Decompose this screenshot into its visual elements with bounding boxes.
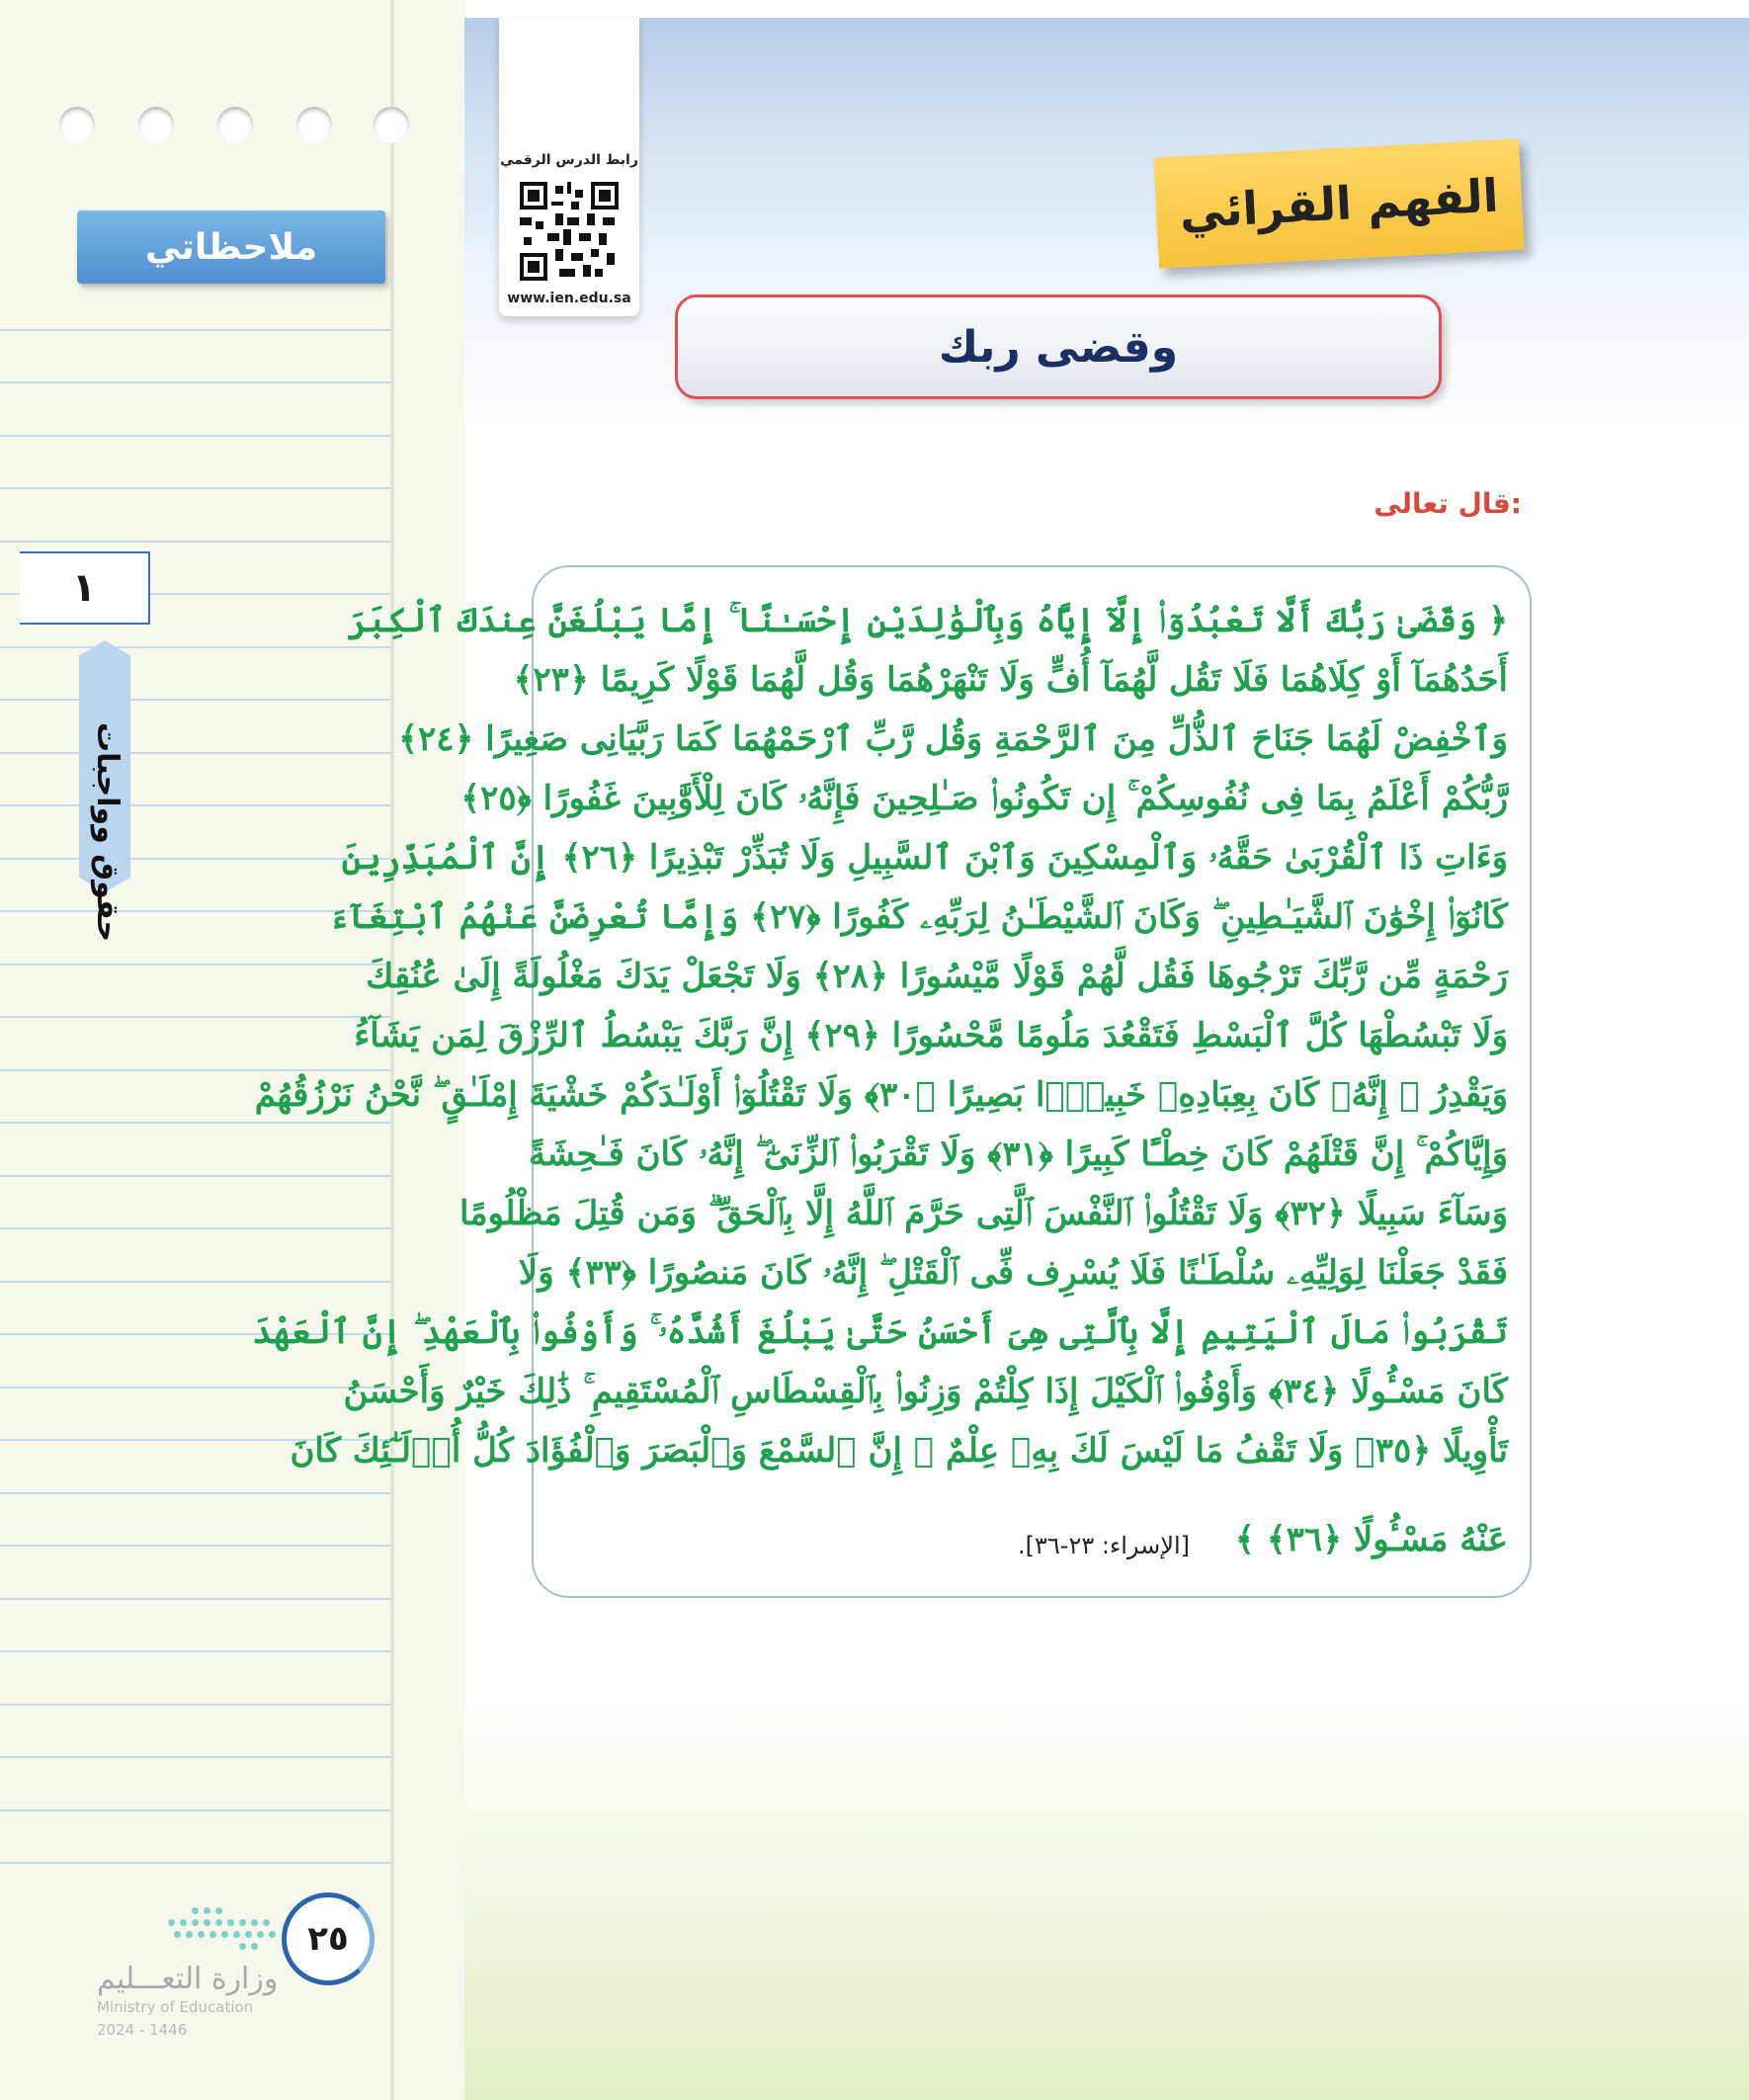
ruled-line: [0, 804, 390, 806]
ruled-line: [0, 1704, 390, 1706]
binder-ring: [374, 107, 409, 142]
qr-url[interactable]: www.ien.edu.sa: [507, 291, 631, 306]
ruled-line: [0, 1862, 390, 1864]
ruled-line: [0, 487, 390, 489]
lesson-title: وقضى ربك: [675, 294, 1442, 399]
intro-text: قال تعالى:: [1374, 487, 1522, 520]
qr-label: رابط الدرس الرقمي: [500, 152, 638, 168]
qr-code-icon[interactable]: [520, 182, 619, 281]
verse-line: وَسَآءَ سَبِيلًا ﴿٣٢﴾ وَلَا تَقْتُلُوا۟ ٱلنَّفْسَ ٱلَّتِى حَرَّمَ ٱللَّهُ إِلَّا بِٱلْحَقِّ ۗ وَمَن قُتِلَ مَظْلُومًا: [459, 1194, 1508, 1233]
ruled-line: [0, 1175, 390, 1177]
ruled-line: [0, 435, 390, 437]
unit-title: [85, 722, 125, 823]
ruled-line: [0, 1545, 390, 1547]
ruled-line: [0, 699, 390, 701]
ruled-line: [0, 329, 390, 331]
ruled-line: [0, 381, 390, 383]
binder-ring: [138, 107, 174, 142]
citation: [الإسراء: ٢٣-٣٦].: [1018, 1532, 1190, 1559]
ruled-line: [0, 1281, 390, 1283]
ruled-line: [0, 1227, 390, 1229]
edition-year: 2024 - 1446: [97, 2021, 188, 2039]
verse-line: ﴿ وَقَضَىٰ رَبُّكَ أَلَّا تَعْبُدُوٓا۟ إِلَّآ إِيَّاهُ وَبِٱلْوَٰلِدَيْنِ إِحْسَـٰنًا ۚ إِمَّا يَبْلُغَنَّ عِندَكَ ٱلْكِبَرَ: [347, 601, 1508, 640]
verse-line: وَٱخْفِضْ لَهُمَا جَنَاحَ ٱلذُّلِّ مِنَ ٱلرَّحْمَةِ وَقُل رَّبِّ ٱرْحَمْهُمَا كَمَا رَبَّيَانِى صَغِيرًا ﴿٢٤﴾: [398, 719, 1508, 759]
ruled-line: [0, 1598, 390, 1600]
section-title: الفهم القرائي: [1153, 138, 1524, 268]
verse-line: رَّبُّكُمْ أَعْلَمُ بِمَا فِى نُفُوسِكُمْ ۚ إِن تَكُونُوا۟ صَـٰلِحِينَ فَإِنَّهُۥ كَانَ لِلْأَوَّٰبِينَ غَفُورًا ﴿٢٥﴾: [460, 779, 1508, 818]
binder-ring: [59, 107, 95, 142]
ruled-line: [0, 541, 390, 543]
ruled-line: [0, 1809, 390, 1811]
verse-line: كَانَ مَسْـُٔولًا ﴿٣٤﴾ وَأَوْفُوا۟ ٱلْكَيْلَ إِذَا كِلْتُمْ وَزِنُوا۟ بِٱلْقِسْطَاسِ ٱلْمُسْتَقِيمِ ۚ ذَٰلِكَ خَيْرٌ وَأَحْسَنُ: [343, 1372, 1508, 1411]
verse-line: أَحَدُهُمَآ أَوْ كِلَاهُمَا فَلَا تَقُل لَّهُمَآ أُفٍّ وَلَا تَنْهَرْهُمَا وَقُل لَّهُمَا قَوْلًا كَرِيمًا ﴿٢٣﴾: [513, 660, 1508, 700]
ministry-name-en: Ministry of Education: [97, 1998, 254, 2016]
binder-ring: [296, 107, 332, 142]
qr-card[interactable]: [499, 18, 639, 316]
ruled-line: [0, 1650, 390, 1652]
notes-label: ملاحظاتي: [77, 210, 385, 284]
ruled-line: [0, 1386, 390, 1388]
verse-line: كَانُوٓا۟ إِخْوَٰنَ ٱلشَّيَـٰطِينِ ۖ وَكَانَ ٱلشَّيْطَـٰنُ لِرَبِّهِۦ كَفُورًا ﴿٢٧﴾ وَإِمَّا تُعْرِضَنَّ عَنْهُمُ ٱبْتِغَآءَ: [329, 897, 1508, 937]
unit-number: ١: [20, 551, 150, 625]
ruled-line: [0, 1492, 390, 1494]
page-number: ٢٥: [282, 1892, 375, 1985]
ruled-line: [0, 752, 390, 754]
verse-line: وَلَا تَبْسُطْهَا كُلَّ ٱلْبَسْطِ فَتَقْعُدَ مَلُومًا مَّحْسُورًا ﴿٢٩﴾ إِنَّ رَبَّكَ يَبْسُطُ ٱلرِّزْقَ لِمَن يَشَآءُ: [354, 1016, 1508, 1055]
verse-line: فَقَدْ جَعَلْنَا لِوَلِيِّهِۦ سُلْطَـٰنًا فَلَا يُسْرِف فِّى ٱلْقَتْلِ ۖ إِنَّهُۥ كَانَ مَنصُورًا ﴿٣٣﴾ وَلَا: [518, 1253, 1508, 1293]
verse-line: عَنْهُ مَسْـُٔولًا ﴿٣٦﴾ ﴾: [1234, 1520, 1508, 1559]
ruled-line: [0, 1756, 390, 1758]
ruled-line: [0, 1016, 390, 1018]
verse-line: وَإِيَّاكُمْ ۚ إِنَّ قَتْلَهُمْ كَانَ خِطْـًٔا كَبِيرًا ﴿٣١﴾ وَلَا تَقْرَبُوا۟ ٱلزِّنَىٰٓ ۖ إِنَّهُۥ كَانَ فَـٰحِشَةً: [529, 1134, 1508, 1174]
ruled-line: [0, 858, 390, 860]
ministry-name-ar: وزارة التعـــليم: [97, 1962, 279, 1996]
verse-line: تَأْوِيلًا ﴿٣٥﴾ وَلَا تَقْفُ مَا لَيْسَ لَكَ بِهِۦ عِلْمٌ ۚ إِنَّ ٱلسَّمْعَ وَٱلْبَصَرَ وَٱلْفُؤَادَ كُلُّ أُو۟لَـٰٓئِكَ كَانَ: [290, 1431, 1508, 1470]
ruled-line: [0, 964, 390, 966]
verse-line: رَحْمَةٍ مِّن رَّبِّكَ تَرْجُوهَا فَقُل لَّهُمْ قَوْلًا مَّيْسُورًا ﴿٢٨﴾ وَلَا تَجْعَلْ يَدَكَ مَغْلُولَةً إِلَىٰ عُنُقِكَ: [366, 957, 1508, 996]
ruled-line: [0, 646, 390, 648]
verse-line: وَءَاتِ ذَا ٱلْقُرْبَىٰ حَقَّهُۥ وَٱلْمِسْكِينَ وَٱبْنَ ٱلسَّبِيلِ وَلَا تُبَذِّرْ تَبْذِيرًا ﴿٢٦﴾ إِنَّ ٱلْمُبَذِّرِينَ: [341, 838, 1508, 878]
verse-line: وَيَقْدِرُ ۚ إِنَّهُۥ كَانَ بِعِبَادِهِۦ خَبِيرًۢا بَصِيرًا ﴿٣٠﴾ وَلَا تَقْتُلُوٓا۟ أَوْلَـٰدَكُمْ خَشْيَةَ إِمْلَـٰقٍ ۖ نَّحْنُ نَرْزُقُهُمْ: [254, 1075, 1508, 1115]
binder-ring: [217, 107, 253, 142]
verse-line: تَقْرَبُوا۟ مَالَ ٱلْيَتِيمِ إِلَّا بِٱلَّتِى هِىَ أَحْسَنُ حَتَّىٰ يَبْلُغَ أَشُدَّهُۥ ۚ وَأَوْفُوا۟ بِٱلْعَهْدِ ۖ إِنَّ ٱلْعَهْدَ: [252, 1312, 1508, 1352]
